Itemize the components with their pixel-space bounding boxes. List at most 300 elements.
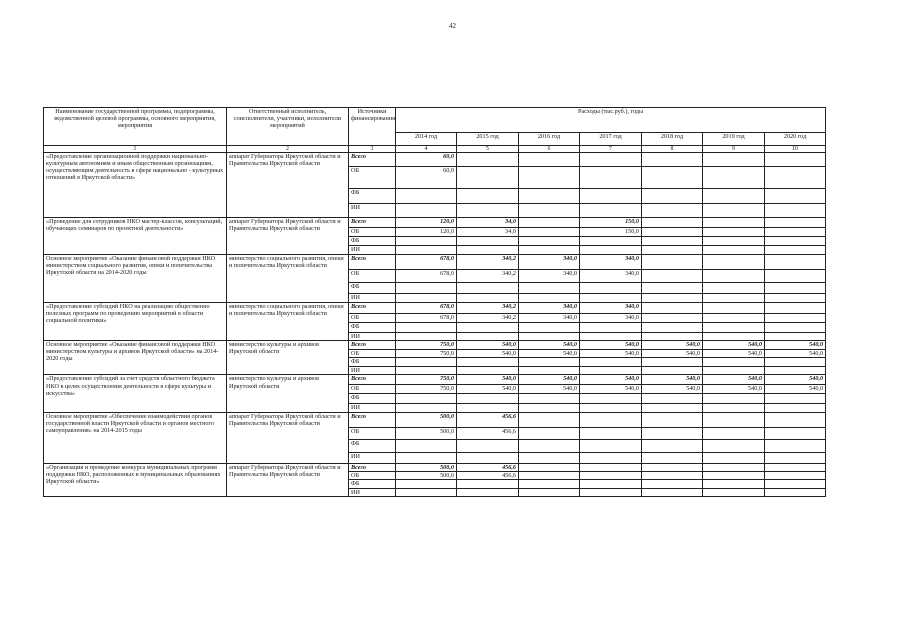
amount-cell: [765, 394, 826, 404]
amount-cell: 678,0: [396, 303, 457, 314]
amount-cell: [765, 452, 826, 463]
activity-name-cell: Основное мероприятие «Оказание финансовой поддержки НКО министерством культуры и архивов Иркутской области» на 2014-2020 годы: [44, 341, 227, 375]
amount-cell: [457, 439, 519, 452]
amount-cell: [519, 189, 580, 204]
header-year-cell: 2016 год: [519, 133, 580, 146]
amount-cell: 540,0: [642, 350, 703, 358]
activity-name-cell: Основное мероприятие «Оказание финансовой поддержки НКО министерством социального развития, опеки и попечительства Иркутской области на 2014-2020 годы: [44, 255, 227, 303]
amount-cell: [580, 294, 642, 303]
responsible-cell: аппарат Губернатора Иркутской области и Правительства Иркутской области: [227, 218, 349, 255]
funding-source-cell: Всего: [349, 463, 396, 471]
amount-cell: 540,0: [642, 385, 703, 394]
header-year-cell: 2019 год: [703, 133, 765, 146]
amount-cell: [519, 283, 580, 294]
amount-cell: [703, 314, 765, 323]
amount-cell: [457, 283, 519, 294]
amount-cell: [703, 471, 765, 479]
funding-source-cell: Всего: [349, 341, 396, 350]
header-year-cell: 2015 год: [457, 133, 519, 146]
amount-cell: 750,0: [396, 375, 457, 385]
funding-source-cell: ФБ: [349, 439, 396, 452]
amount-cell: [765, 237, 826, 246]
amount-cell: 340,0: [519, 255, 580, 270]
funding-source-cell: ФБ: [349, 323, 396, 333]
amount-cell: [703, 439, 765, 452]
amount-cell: [580, 246, 642, 255]
funding-source-cell: ИИ: [349, 488, 396, 496]
funding-source-cell: Всего: [349, 218, 396, 228]
amount-cell: [519, 358, 580, 367]
amount-cell: 456,6: [457, 412, 519, 427]
amount-cell: 540,0: [642, 375, 703, 385]
amount-cell: [519, 367, 580, 375]
amount-cell: [765, 283, 826, 294]
amount-cell: 340,0: [519, 314, 580, 323]
amount-cell: [703, 218, 765, 228]
amount-cell: 540,0: [703, 385, 765, 394]
amount-cell: [765, 427, 826, 439]
amount-cell: [642, 294, 703, 303]
amount-cell: [765, 204, 826, 218]
amount-cell: [642, 367, 703, 375]
amount-cell: [457, 479, 519, 488]
amount-cell: [642, 323, 703, 333]
funding-source-cell: ФБ: [349, 358, 396, 367]
header-year-cell: 2014 год: [396, 133, 457, 146]
amount-cell: [703, 463, 765, 471]
amount-cell: [580, 333, 642, 341]
amount-cell: [765, 471, 826, 479]
funding-source-cell: ИИ: [349, 404, 396, 412]
amount-cell: [703, 246, 765, 255]
responsible-cell: министерство культуры и архивов Иркутской области: [227, 375, 349, 412]
amount-cell: [642, 228, 703, 237]
amount-cell: [765, 270, 826, 283]
amount-cell: 540,0: [457, 350, 519, 358]
activity-name-cell: «Предоставление субсидий за счет средств областного бюджета НКО в целях осуществления деятельности в сфере культуры и искусства»: [44, 375, 227, 412]
amount-cell: [396, 367, 457, 375]
funding-source-cell: Всего: [349, 375, 396, 385]
funding-source-cell: ФБ: [349, 189, 396, 204]
amount-cell: 540,0: [703, 350, 765, 358]
amount-cell: 540,0: [519, 350, 580, 358]
amount-cell: [580, 479, 642, 488]
funding-source-cell: ОБ: [349, 228, 396, 237]
amount-cell: [519, 153, 580, 167]
amount-cell: [396, 204, 457, 218]
amount-cell: [519, 167, 580, 189]
column-number-cell: 7: [580, 146, 642, 153]
amount-cell: 60,0: [396, 153, 457, 167]
amount-cell: 340,0: [519, 303, 580, 314]
amount-cell: [703, 270, 765, 283]
amount-cell: [703, 237, 765, 246]
funding-source-cell: ФБ: [349, 394, 396, 404]
amount-cell: [642, 303, 703, 314]
activity-name-cell: Основное мероприятие «Обеспечение взаимодействия органов государственной власти Иркутской области и органов местного самоуправления» на 2014-2015 годы: [44, 412, 227, 463]
amount-cell: [703, 412, 765, 427]
table-row: [44, 153, 826, 167]
funding-source-cell: ИИ: [349, 333, 396, 341]
column-number-cell: 6: [519, 146, 580, 153]
table-row: [44, 412, 826, 427]
column-number-cell: 10: [765, 146, 826, 153]
amount-cell: 340,2: [457, 314, 519, 323]
funding-source-cell: ФБ: [349, 479, 396, 488]
amount-cell: 540,0: [457, 375, 519, 385]
amount-cell: [519, 237, 580, 246]
amount-cell: [396, 479, 457, 488]
amount-cell: 500,0: [396, 463, 457, 471]
amount-cell: [642, 167, 703, 189]
amount-cell: [396, 237, 457, 246]
amount-cell: [396, 333, 457, 341]
amount-cell: [642, 246, 703, 255]
header-name-cell: Наименование государственной программы, подпрограммы, ведомственной целевой программы, основного мероприятия, мероприятия: [44, 108, 227, 146]
amount-cell: [703, 394, 765, 404]
amount-cell: [765, 439, 826, 452]
funding-source-cell: ФБ: [349, 283, 396, 294]
amount-cell: [580, 488, 642, 496]
header-responsible-cell: Ответственный исполнитель, соисполнители, участники, исполнители мероприятий: [227, 108, 349, 146]
amount-cell: [642, 237, 703, 246]
amount-cell: [457, 333, 519, 341]
amount-cell: [642, 488, 703, 496]
column-number-cell: 1: [44, 146, 227, 153]
amount-cell: 456,6: [457, 471, 519, 479]
amount-cell: [765, 218, 826, 228]
funding-source-cell: Всего: [349, 153, 396, 167]
amount-cell: [519, 228, 580, 237]
table-row: [44, 341, 826, 350]
amount-cell: [396, 189, 457, 204]
amount-cell: [703, 189, 765, 204]
amount-cell: [642, 452, 703, 463]
activity-name-cell: «Организация и проведение конкурса муниципальных программ поддержки НКО, расположенных в муниципальных образованиях Иркутской области»: [44, 463, 227, 496]
amount-cell: [703, 367, 765, 375]
amount-cell: [519, 204, 580, 218]
funding-source-cell: ИИ: [349, 294, 396, 303]
amount-cell: [457, 153, 519, 167]
amount-cell: 540,0: [457, 385, 519, 394]
amount-cell: 540,0: [765, 385, 826, 394]
amount-cell: [457, 294, 519, 303]
amount-cell: 678,0: [396, 314, 457, 323]
amount-cell: [642, 404, 703, 412]
table-row: [44, 255, 826, 270]
funding-source-cell: ОБ: [349, 427, 396, 439]
amount-cell: [457, 367, 519, 375]
table-body: [44, 153, 826, 497]
amount-cell: [642, 463, 703, 471]
amount-cell: [457, 167, 519, 189]
amount-cell: [396, 294, 457, 303]
amount-cell: 340,0: [519, 270, 580, 283]
amount-cell: [703, 283, 765, 294]
header-source-cell: Источники финансирования: [349, 108, 396, 146]
column-number-cell: 5: [457, 146, 519, 153]
amount-cell: [580, 358, 642, 367]
amount-cell: 340,2: [457, 303, 519, 314]
amount-cell: [703, 294, 765, 303]
amount-cell: [457, 452, 519, 463]
amount-cell: [765, 412, 826, 427]
amount-cell: [703, 452, 765, 463]
activity-name-cell: «Предоставление организационной поддержки национально-культурным автономиям и иным общественным организациям, осуществляющим деятельность в сфере национально - культурных отношений в Иркутской области»: [44, 153, 227, 218]
amount-cell: [765, 404, 826, 412]
amount-cell: 540,0: [580, 350, 642, 358]
amount-cell: 540,0: [765, 350, 826, 358]
responsible-cell: аппарат Губернатора Иркутской области и Правительства Иркутской области: [227, 153, 349, 218]
column-number-cell: 9: [703, 146, 765, 153]
activity-name-cell: «Проведение для сотрудников НКО мастер-классов, консультаций, обучающих семинаров по проектной деятельности»: [44, 218, 227, 255]
amount-cell: [580, 167, 642, 189]
amount-cell: 150,0: [580, 228, 642, 237]
amount-cell: [457, 488, 519, 496]
amount-cell: 340,0: [580, 303, 642, 314]
amount-cell: [765, 463, 826, 471]
responsible-cell: министерство социального развития, опеки и попечительства Иркутской области: [227, 255, 349, 303]
amount-cell: [703, 204, 765, 218]
amount-cell: [642, 153, 703, 167]
amount-cell: [396, 404, 457, 412]
amount-cell: [457, 358, 519, 367]
amount-cell: [457, 189, 519, 204]
column-number-cell: 3: [349, 146, 396, 153]
amount-cell: [765, 294, 826, 303]
amount-cell: 500,0: [396, 471, 457, 479]
amount-cell: [642, 218, 703, 228]
amount-cell: [519, 439, 580, 452]
amount-cell: 540,0: [580, 385, 642, 394]
amount-cell: [642, 358, 703, 367]
amount-cell: [519, 427, 580, 439]
funding-source-cell: ОБ: [349, 350, 396, 358]
table-row: [44, 303, 826, 314]
amount-cell: [703, 323, 765, 333]
amount-cell: [519, 404, 580, 412]
amount-cell: [642, 394, 703, 404]
amount-cell: [580, 471, 642, 479]
funding-source-cell: ОБ: [349, 270, 396, 283]
amount-cell: [457, 246, 519, 255]
amount-cell: [703, 167, 765, 189]
amount-cell: 120,0: [396, 218, 457, 228]
funding-source-cell: ОБ: [349, 385, 396, 394]
funding-source-cell: Всего: [349, 303, 396, 314]
funding-source-cell: ИИ: [349, 367, 396, 375]
amount-cell: [457, 237, 519, 246]
amount-cell: [642, 270, 703, 283]
amount-cell: [396, 488, 457, 496]
amount-cell: [765, 333, 826, 341]
amount-cell: [396, 283, 457, 294]
funding-source-cell: ФБ: [349, 237, 396, 246]
amount-cell: [765, 153, 826, 167]
amount-cell: [580, 204, 642, 218]
amount-cell: [703, 404, 765, 412]
amount-cell: 540,0: [519, 375, 580, 385]
amount-cell: 34,0: [457, 218, 519, 228]
amount-cell: [703, 358, 765, 367]
amount-cell: 340,2: [457, 255, 519, 270]
funding-source-cell: ИИ: [349, 204, 396, 218]
page-number: 42: [449, 22, 456, 30]
funding-source-cell: ОБ: [349, 167, 396, 189]
amount-cell: 540,0: [519, 341, 580, 350]
amount-cell: [396, 246, 457, 255]
amount-cell: [703, 303, 765, 314]
header-year-cell: 2020 год: [765, 133, 826, 146]
amount-cell: [519, 218, 580, 228]
amount-cell: [765, 314, 826, 323]
amount-cell: [519, 294, 580, 303]
amount-cell: [765, 367, 826, 375]
amount-cell: [642, 479, 703, 488]
amount-cell: 456,6: [457, 463, 519, 471]
responsible-cell: аппарат Губернатора Иркутской области и Правительства Иркутской области: [227, 463, 349, 496]
amount-cell: [703, 488, 765, 496]
amount-cell: [519, 246, 580, 255]
amount-cell: [642, 283, 703, 294]
amount-cell: [519, 323, 580, 333]
amount-cell: [703, 153, 765, 167]
amount-cell: 540,0: [580, 341, 642, 350]
amount-cell: 540,0: [703, 341, 765, 350]
amount-cell: 540,0: [765, 341, 826, 350]
amount-cell: 120,0: [396, 228, 457, 237]
amount-cell: [765, 479, 826, 488]
amount-cell: 340,0: [580, 255, 642, 270]
amount-cell: 750,0: [396, 385, 457, 394]
amount-cell: [703, 427, 765, 439]
amount-cell: [580, 367, 642, 375]
responsible-cell: министерство социального развития, опеки и попечительства Иркутской области: [227, 303, 349, 341]
amount-cell: [703, 228, 765, 237]
amount-cell: [580, 427, 642, 439]
budget-table: [43, 107, 826, 497]
amount-cell: [765, 167, 826, 189]
amount-cell: 540,0: [642, 341, 703, 350]
amount-cell: [457, 394, 519, 404]
amount-cell: [580, 153, 642, 167]
amount-cell: [580, 439, 642, 452]
responsible-cell: министерство культуры и архивов Иркутской области: [227, 341, 349, 375]
amount-cell: [642, 255, 703, 270]
amount-cell: 750,0: [396, 350, 457, 358]
amount-cell: [396, 323, 457, 333]
amount-cell: [396, 452, 457, 463]
amount-cell: 540,0: [765, 375, 826, 385]
header-year-cell: 2017 год: [580, 133, 642, 146]
amount-cell: 150,0: [580, 218, 642, 228]
amount-cell: 456,6: [457, 427, 519, 439]
amount-cell: [703, 479, 765, 488]
amount-cell: [580, 237, 642, 246]
funding-source-cell: ИИ: [349, 246, 396, 255]
amount-cell: [519, 463, 580, 471]
amount-cell: [765, 303, 826, 314]
amount-cell: [642, 471, 703, 479]
amount-cell: [642, 204, 703, 218]
amount-cell: [765, 246, 826, 255]
activity-name-cell: «Предоставление субсидий НКО на реализацию общественно полезных программ по проведению мероприятий в области социальной политики»: [44, 303, 227, 341]
amount-cell: 540,0: [703, 375, 765, 385]
amount-cell: [765, 189, 826, 204]
amount-cell: [580, 404, 642, 412]
amount-cell: [642, 314, 703, 323]
amount-cell: [396, 358, 457, 367]
column-number-cell: 8: [642, 146, 703, 153]
funding-source-cell: Всего: [349, 255, 396, 270]
amount-cell: 750,0: [396, 341, 457, 350]
amount-cell: [765, 228, 826, 237]
amount-cell: [765, 323, 826, 333]
header-year-cell: 2018 год: [642, 133, 703, 146]
amount-cell: 540,0: [457, 341, 519, 350]
amount-cell: 340,0: [580, 270, 642, 283]
amount-cell: [703, 333, 765, 341]
amount-cell: [642, 412, 703, 427]
amount-cell: 678,0: [396, 270, 457, 283]
amount-cell: 340,0: [580, 314, 642, 323]
funding-source-cell: ОБ: [349, 314, 396, 323]
amount-cell: [765, 358, 826, 367]
column-numbers-row: [44, 146, 826, 153]
table-row: [44, 218, 826, 228]
table-row: [44, 463, 826, 471]
amount-cell: [642, 427, 703, 439]
amount-cell: [457, 404, 519, 412]
amount-cell: [519, 479, 580, 488]
amount-cell: 540,0: [580, 375, 642, 385]
amount-cell: [580, 323, 642, 333]
amount-cell: [765, 255, 826, 270]
amount-cell: [396, 394, 457, 404]
amount-cell: [642, 333, 703, 341]
amount-cell: [519, 394, 580, 404]
amount-cell: 500,0: [396, 412, 457, 427]
header-expenses-cell: Расходы (тыс.руб.), годы: [396, 108, 826, 133]
amount-cell: [765, 488, 826, 496]
amount-cell: [580, 394, 642, 404]
amount-cell: [580, 283, 642, 294]
amount-cell: [519, 471, 580, 479]
funding-source-cell: ИИ: [349, 452, 396, 463]
amount-cell: [519, 488, 580, 496]
amount-cell: [580, 463, 642, 471]
amount-cell: 60,0: [396, 167, 457, 189]
funding-source-cell: Всего: [349, 412, 396, 427]
amount-cell: [580, 452, 642, 463]
amount-cell: [519, 452, 580, 463]
amount-cell: [642, 189, 703, 204]
funding-source-cell: ОБ: [349, 471, 396, 479]
amount-cell: [519, 333, 580, 341]
amount-cell: [457, 323, 519, 333]
column-number-cell: 4: [396, 146, 457, 153]
amount-cell: [580, 412, 642, 427]
amount-cell: [457, 204, 519, 218]
amount-cell: 500,0: [396, 427, 457, 439]
amount-cell: [519, 412, 580, 427]
amount-cell: [703, 255, 765, 270]
amount-cell: 678,0: [396, 255, 457, 270]
amount-cell: [580, 189, 642, 204]
column-number-cell: 2: [227, 146, 349, 153]
amount-cell: 340,2: [457, 270, 519, 283]
amount-cell: [396, 439, 457, 452]
